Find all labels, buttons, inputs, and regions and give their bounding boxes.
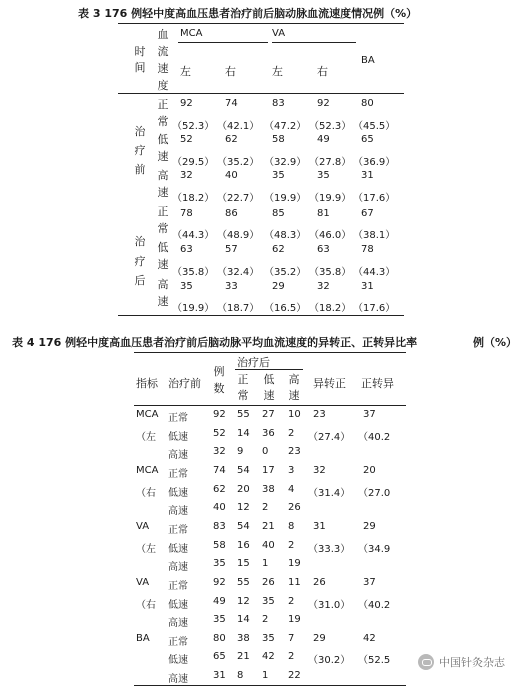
cell-norm-to-abn: （52.5 <box>358 655 391 666</box>
cell-count: 92 <box>317 98 330 109</box>
table3-top-rule <box>118 23 404 24</box>
header-va-left: 左 <box>272 65 283 78</box>
cell-count: 74 <box>225 98 238 109</box>
cell-count: 31 <box>361 281 374 292</box>
cell-normal: 9 <box>237 446 244 457</box>
header-speed-1: 血 <box>157 28 169 41</box>
cell-pct: （52.3） <box>309 121 352 132</box>
cell-pct: （52.3） <box>172 121 215 132</box>
cell-count: 78 <box>180 208 193 219</box>
cell-pct: （16.5） <box>264 303 307 314</box>
cell-pct: （18.2） <box>309 303 352 314</box>
cell-count: 81 <box>317 208 330 219</box>
cell-low: 35 <box>262 596 275 607</box>
cell-pct: （42.1） <box>217 121 260 132</box>
cell-norm-to-abn: （27.0 <box>358 488 391 499</box>
cell-before: 正常 <box>168 581 188 592</box>
cell-abn-to-norm: （31.4） <box>308 488 351 499</box>
cell-high: 2 <box>288 651 295 662</box>
cell-low: 21 <box>262 521 275 532</box>
header-mca-right: 右 <box>225 65 236 78</box>
cell-count: 92 <box>180 98 193 109</box>
cell-high: 2 <box>288 540 295 551</box>
cell-norm-to-abn: （40.2 <box>358 600 391 611</box>
cell-pct: （38.1） <box>353 230 396 241</box>
row-speed: 低 <box>157 241 169 254</box>
cell-count: 35 <box>180 281 193 292</box>
cell-pct: （45.5） <box>353 121 396 132</box>
cell-low: 35 <box>262 633 275 644</box>
cell-indicator: （右 <box>136 488 156 499</box>
cell-count: 58 <box>272 134 285 145</box>
cell-norm-to-abn: （34.9 <box>358 544 391 555</box>
cell-count: 62 <box>225 134 238 145</box>
cell-count: 63 <box>180 244 193 255</box>
cell-count: 65 <box>361 134 374 145</box>
row-speed: 速 <box>157 258 169 271</box>
cell-pct: （17.6） <box>353 193 396 204</box>
cell-normal: 54 <box>237 521 250 532</box>
cell-count: 33 <box>225 281 238 292</box>
cell-cases: 80 <box>213 633 226 644</box>
cell-cases: 83 <box>213 521 226 532</box>
cell-pct: （19.9） <box>309 193 352 204</box>
cell-high: 8 <box>288 521 295 532</box>
row-speed: 速 <box>157 295 169 308</box>
table3-bottom-rule <box>118 315 404 316</box>
row-speed: 低 <box>157 133 169 146</box>
header-after-treatment: 治疗后 <box>237 356 270 369</box>
cell-pct: （35.2） <box>264 267 307 278</box>
cell-high: 19 <box>288 614 301 625</box>
cell-norm-to-abn: （40.2 <box>358 432 391 443</box>
cell-normal: 38 <box>237 633 250 644</box>
cell-normal: 20 <box>237 484 250 495</box>
group-before-label-3: 前 <box>134 163 146 176</box>
cell-count: 32 <box>180 170 193 181</box>
table4-caption-unit: 例（%） <box>473 336 518 349</box>
cell-count: 35 <box>317 170 330 181</box>
cell-before: 正常 <box>168 525 188 536</box>
cell-before: 低速 <box>168 432 188 443</box>
row-speed: 速 <box>157 150 169 163</box>
cell-pct: （47.2） <box>264 121 307 132</box>
header-indicator: 指标 <box>136 377 158 390</box>
cell-indicator: VA <box>136 521 150 532</box>
cell-abn-to-norm: （33.3） <box>308 544 351 555</box>
row-speed: 常 <box>157 115 169 128</box>
row-speed: 高 <box>157 169 169 182</box>
cell-high: 4 <box>288 484 295 495</box>
cell-abn-to-norm: 26 <box>313 577 326 588</box>
cell-pct: （29.5） <box>172 157 215 168</box>
cell-cases: 32 <box>213 446 226 457</box>
cell-count: 40 <box>225 170 238 181</box>
cell-pct: （44.3） <box>172 230 215 241</box>
header-time-1: 时 <box>134 45 146 58</box>
cell-low: 38 <box>262 484 275 495</box>
cell-normal: 21 <box>237 651 250 662</box>
header-abnormal-to-normal: 异转正 <box>313 377 346 390</box>
cell-count: 80 <box>361 98 374 109</box>
header-normal-to-abnormal: 正转异 <box>361 377 394 390</box>
cell-high: 22 <box>288 670 301 681</box>
cell-cases: 40 <box>213 502 226 513</box>
cell-abn-to-norm: 23 <box>313 409 326 420</box>
cell-normal: 8 <box>237 670 244 681</box>
watermark <box>418 654 505 670</box>
cell-count: 52 <box>180 134 193 145</box>
after-treatment-underline <box>235 369 303 370</box>
cell-before: 正常 <box>168 469 188 480</box>
cell-count: 31 <box>361 170 374 181</box>
cell-cases: 49 <box>213 596 226 607</box>
cell-before: 高速 <box>168 562 188 573</box>
cell-low: 2 <box>262 502 269 513</box>
table3-head-rule <box>118 93 404 94</box>
cell-count: 49 <box>317 134 330 145</box>
group-after-label-2: 疗 <box>134 255 146 268</box>
cell-low: 36 <box>262 428 275 439</box>
cell-count: 86 <box>225 208 238 219</box>
cell-abn-to-norm: 29 <box>313 633 326 644</box>
cell-high: 2 <box>288 596 295 607</box>
cell-count: 78 <box>361 244 374 255</box>
cell-norm-to-abn: 37 <box>363 577 376 588</box>
cell-cases: 74 <box>213 465 226 476</box>
cell-count: 29 <box>272 281 285 292</box>
group-before-label-1: 治 <box>134 125 146 138</box>
header-high-1: 高 <box>288 373 300 386</box>
cell-normal: 54 <box>237 465 250 476</box>
cell-abn-to-norm: 31 <box>313 521 326 532</box>
cell-cases: 52 <box>213 428 226 439</box>
cell-high: 7 <box>288 633 295 644</box>
cell-before: 高速 <box>168 450 188 461</box>
va-underline <box>272 42 356 43</box>
cell-low: 42 <box>262 651 275 662</box>
cell-high: 11 <box>288 577 301 588</box>
row-speed: 高 <box>157 278 169 291</box>
cell-before: 低速 <box>168 488 188 499</box>
cell-cases: 31 <box>213 670 226 681</box>
table3-caption: 表 3 176 例轻中度高血压患者治疗前后脑动脉血流速度情况例（%） <box>78 7 418 20</box>
cell-cases: 65 <box>213 651 226 662</box>
cell-high: 19 <box>288 558 301 569</box>
header-low-1: 低 <box>263 373 275 386</box>
cell-before: 低速 <box>168 544 188 555</box>
header-ba: BA <box>361 55 375 66</box>
cell-low: 2 <box>262 614 269 625</box>
cell-abn-to-norm: （27.4） <box>308 432 351 443</box>
cell-normal: 12 <box>237 596 250 607</box>
cell-pct: （32.4） <box>217 267 260 278</box>
cell-norm-to-abn: 37 <box>363 409 376 420</box>
cell-normal: 14 <box>237 614 250 625</box>
cell-pct: （35.8） <box>309 267 352 278</box>
cell-normal: 14 <box>237 428 250 439</box>
header-cases-2: 数 <box>213 382 225 395</box>
header-high-2: 速 <box>288 389 300 402</box>
cell-count: 83 <box>272 98 285 109</box>
cell-norm-to-abn: 29 <box>363 521 376 532</box>
cell-norm-to-abn: 20 <box>363 465 376 476</box>
cell-pct: （36.9） <box>353 157 396 168</box>
cell-normal: 12 <box>237 502 250 513</box>
table4-head-rule <box>134 405 406 406</box>
cell-pct: （17.6） <box>353 303 396 314</box>
header-normal-1: 正 <box>237 373 249 386</box>
cell-high: 26 <box>288 502 301 513</box>
cell-pct: （44.3） <box>353 267 396 278</box>
cell-indicator: （右 <box>136 600 156 611</box>
header-time-2: 间 <box>134 61 146 74</box>
cell-indicator: （左 <box>136 432 156 443</box>
cell-before: 正常 <box>168 413 188 424</box>
cell-count: 67 <box>361 208 374 219</box>
cell-indicator: MCA <box>136 409 159 420</box>
row-speed: 常 <box>157 222 169 235</box>
header-before-treatment: 治疗前 <box>168 377 201 390</box>
cell-cases: 92 <box>213 409 226 420</box>
cell-indicator: MCA <box>136 465 159 476</box>
cell-before: 低速 <box>168 655 188 666</box>
cell-pct: （27.8） <box>309 157 352 168</box>
cell-low: 1 <box>262 558 269 569</box>
cell-pct: （18.7） <box>217 303 260 314</box>
header-cases-1: 例 <box>213 365 225 378</box>
cell-low: 40 <box>262 540 275 551</box>
header-speed-3: 速 <box>157 62 169 75</box>
cell-before: 低速 <box>168 600 188 611</box>
cell-high: 3 <box>288 465 295 476</box>
cell-low: 1 <box>262 670 269 681</box>
cell-cases: 58 <box>213 540 226 551</box>
group-after-label-1: 治 <box>134 235 146 248</box>
table4-bottom-rule <box>134 685 406 686</box>
cell-count: 63 <box>317 244 330 255</box>
cell-abn-to-norm: 32 <box>313 465 326 476</box>
row-speed: 正 <box>157 98 169 111</box>
cell-abn-to-norm: （30.2） <box>308 655 351 666</box>
cell-low: 0 <box>262 446 269 457</box>
cell-count: 85 <box>272 208 285 219</box>
cell-low: 26 <box>262 577 275 588</box>
cell-normal: 55 <box>237 577 250 588</box>
cell-pct: （46.0） <box>309 230 352 241</box>
row-speed: 正 <box>157 205 169 218</box>
group-before-label-2: 疗 <box>134 144 146 157</box>
cell-abn-to-norm: （31.0） <box>308 600 351 611</box>
watermark-text: 中国针灸杂志 <box>439 656 505 669</box>
wechat-icon <box>418 654 434 670</box>
cell-pct: （22.7） <box>217 193 260 204</box>
cell-normal: 55 <box>237 409 250 420</box>
cell-before: 正常 <box>168 637 188 648</box>
cell-normal: 16 <box>237 540 250 551</box>
cell-indicator: BA <box>136 633 150 644</box>
cell-before: 高速 <box>168 506 188 517</box>
cell-pct: （19.9） <box>264 193 307 204</box>
header-normal-2: 常 <box>237 389 249 402</box>
cell-indicator: （左 <box>136 544 156 555</box>
header-mca: MCA <box>180 28 203 39</box>
table4-caption: 表 4 176 例轻中度高血压患者治疗前后脑动脉平均血流速度的异转正、正转异比率 <box>12 336 418 349</box>
cell-pct: （32.9） <box>264 157 307 168</box>
cell-cases: 62 <box>213 484 226 495</box>
cell-indicator: VA <box>136 577 150 588</box>
cell-count: 57 <box>225 244 238 255</box>
cell-normal: 15 <box>237 558 250 569</box>
cell-pct: （35.2） <box>217 157 260 168</box>
cell-cases: 92 <box>213 577 226 588</box>
header-va: VA <box>272 28 286 39</box>
header-va-right: 右 <box>317 65 328 78</box>
cell-high: 2 <box>288 428 295 439</box>
cell-pct: （19.9） <box>172 303 215 314</box>
cell-cases: 35 <box>213 558 226 569</box>
mca-underline <box>178 42 268 43</box>
header-low-2: 速 <box>263 389 275 402</box>
cell-pct: （35.8） <box>172 267 215 278</box>
cell-count: 35 <box>272 170 285 181</box>
cell-count: 62 <box>272 244 285 255</box>
cell-pct: （48.9） <box>217 230 260 241</box>
cell-norm-to-abn: 42 <box>363 633 376 644</box>
header-mca-left: 左 <box>180 65 191 78</box>
cell-before: 高速 <box>168 618 188 629</box>
cell-low: 17 <box>262 465 275 476</box>
header-speed-4: 度 <box>157 79 169 92</box>
cell-high: 10 <box>288 409 301 420</box>
cell-before: 高速 <box>168 674 188 685</box>
cell-cases: 35 <box>213 614 226 625</box>
cell-count: 32 <box>317 281 330 292</box>
cell-low: 27 <box>262 409 275 420</box>
cell-pct: （48.3） <box>264 230 307 241</box>
header-speed-2: 流 <box>157 45 169 58</box>
row-speed: 速 <box>157 186 169 199</box>
table4-top-rule <box>134 352 406 353</box>
cell-pct: （18.2） <box>172 193 215 204</box>
group-after-label-3: 后 <box>134 274 146 287</box>
cell-high: 23 <box>288 446 301 457</box>
